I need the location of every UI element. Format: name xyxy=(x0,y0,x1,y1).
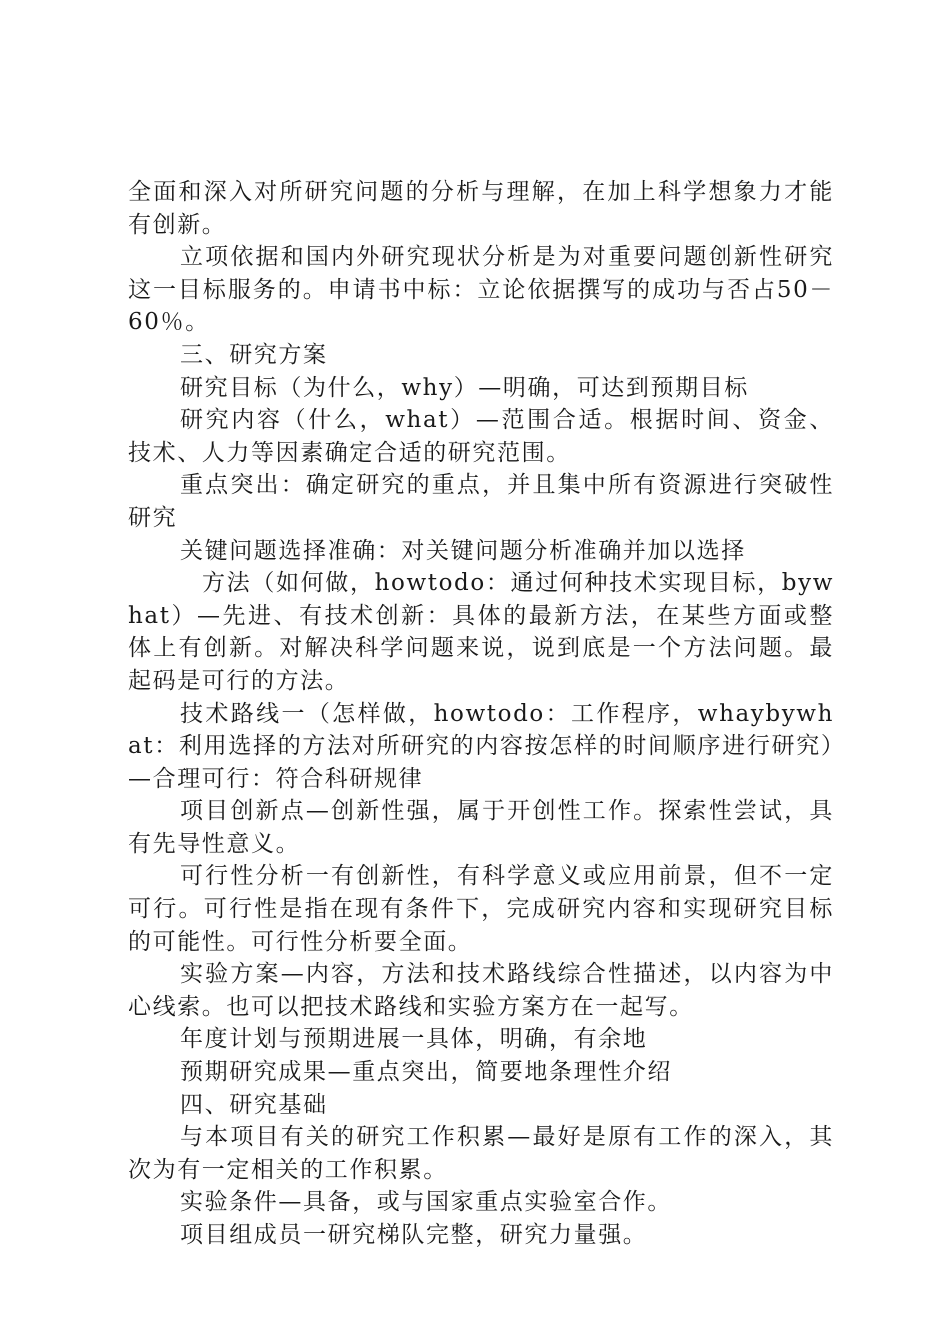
paragraph-method: 方法（如何做，howtodo：通过何种技术实现目标，bywhat）—先进、有技术创新：具体的最新方法，在某些方面或整体上有创新。对解决科学问题来说，说到底是一个方法问题。最起码是可行的方法。 xyxy=(128,570,834,694)
document-body xyxy=(128,176,834,1252)
paragraph-feasibility: 可行性分析一有创新性，有科学意义或应用前景，但不一定可行。可行性是指在现有条件下，完成研究内容和实现研究目标的可能性。可行性分析要全面。 xyxy=(128,863,834,955)
paragraph-key-focus: 重点突出：确定研究的重点，并且集中所有资源进行突破性研究 xyxy=(128,472,834,531)
paragraph-key-problem: 关键问题选择准确：对关键问题分析准确并加以选择 xyxy=(180,537,746,564)
paragraph-research-goal: 研究目标（为什么，why）—明确，可达到预期目标 xyxy=(180,374,749,401)
paragraph-work-accumulation: 与本项目有关的研究工作积累—最好是原有工作的深入，其次为有一定相关的工作积累。 xyxy=(128,1124,834,1183)
paragraph-experiment-plan: 实验方案—内容，方法和技术路线综合性描述，以内容为中心线索。也可以把技术路线和实验方案方在一起写。 xyxy=(128,961,834,1020)
paragraph-research-content: 研究内容（什么，what）—范围合适。根据时间、资金、技术、人力等因素确定合适的研究范围。 xyxy=(128,407,834,466)
paragraph-innovation-intro: 全面和深入对所研究问题的分析与理解，在加上科学想象力才能有创新。 xyxy=(128,179,834,238)
paragraph-team-members: 项目组成员一研究梯队完整，研究力量强。 xyxy=(180,1222,648,1248)
paragraph-basis-analysis: 立项依据和国内外研究现状分析是为对重要问题创新性研究这一目标服务的。申请书中标：立论依据撰写的成功与否占50－60％。 xyxy=(128,244,834,336)
paragraph-lab-conditions: 实验条件—具备，或与国家重点实验室合作。 xyxy=(180,1189,672,1216)
section-heading-research-basis: 四、研究基础 xyxy=(180,1091,328,1118)
section-heading-research-plan: 三、研究方案 xyxy=(180,341,328,368)
paragraph-annual-plan: 年度计划与预期进展一具体，明确，有余地 xyxy=(180,1026,648,1053)
paragraph-expected-results: 预期研究成果—重点突出，简要地条理性介绍 xyxy=(180,1059,672,1086)
paragraph-technical-route: 技术路线一（怎样做，howtodo：工作程序，whaybywhat：利用选择的方法对所研究的内容按怎样的时间顺序进行研究）—合理可行：符合科研规律 xyxy=(128,700,834,792)
paragraph-innovation-point: 项目创新点—创新性强，属于开创性工作。探索性尝试，具有先导性意义。 xyxy=(128,798,834,857)
